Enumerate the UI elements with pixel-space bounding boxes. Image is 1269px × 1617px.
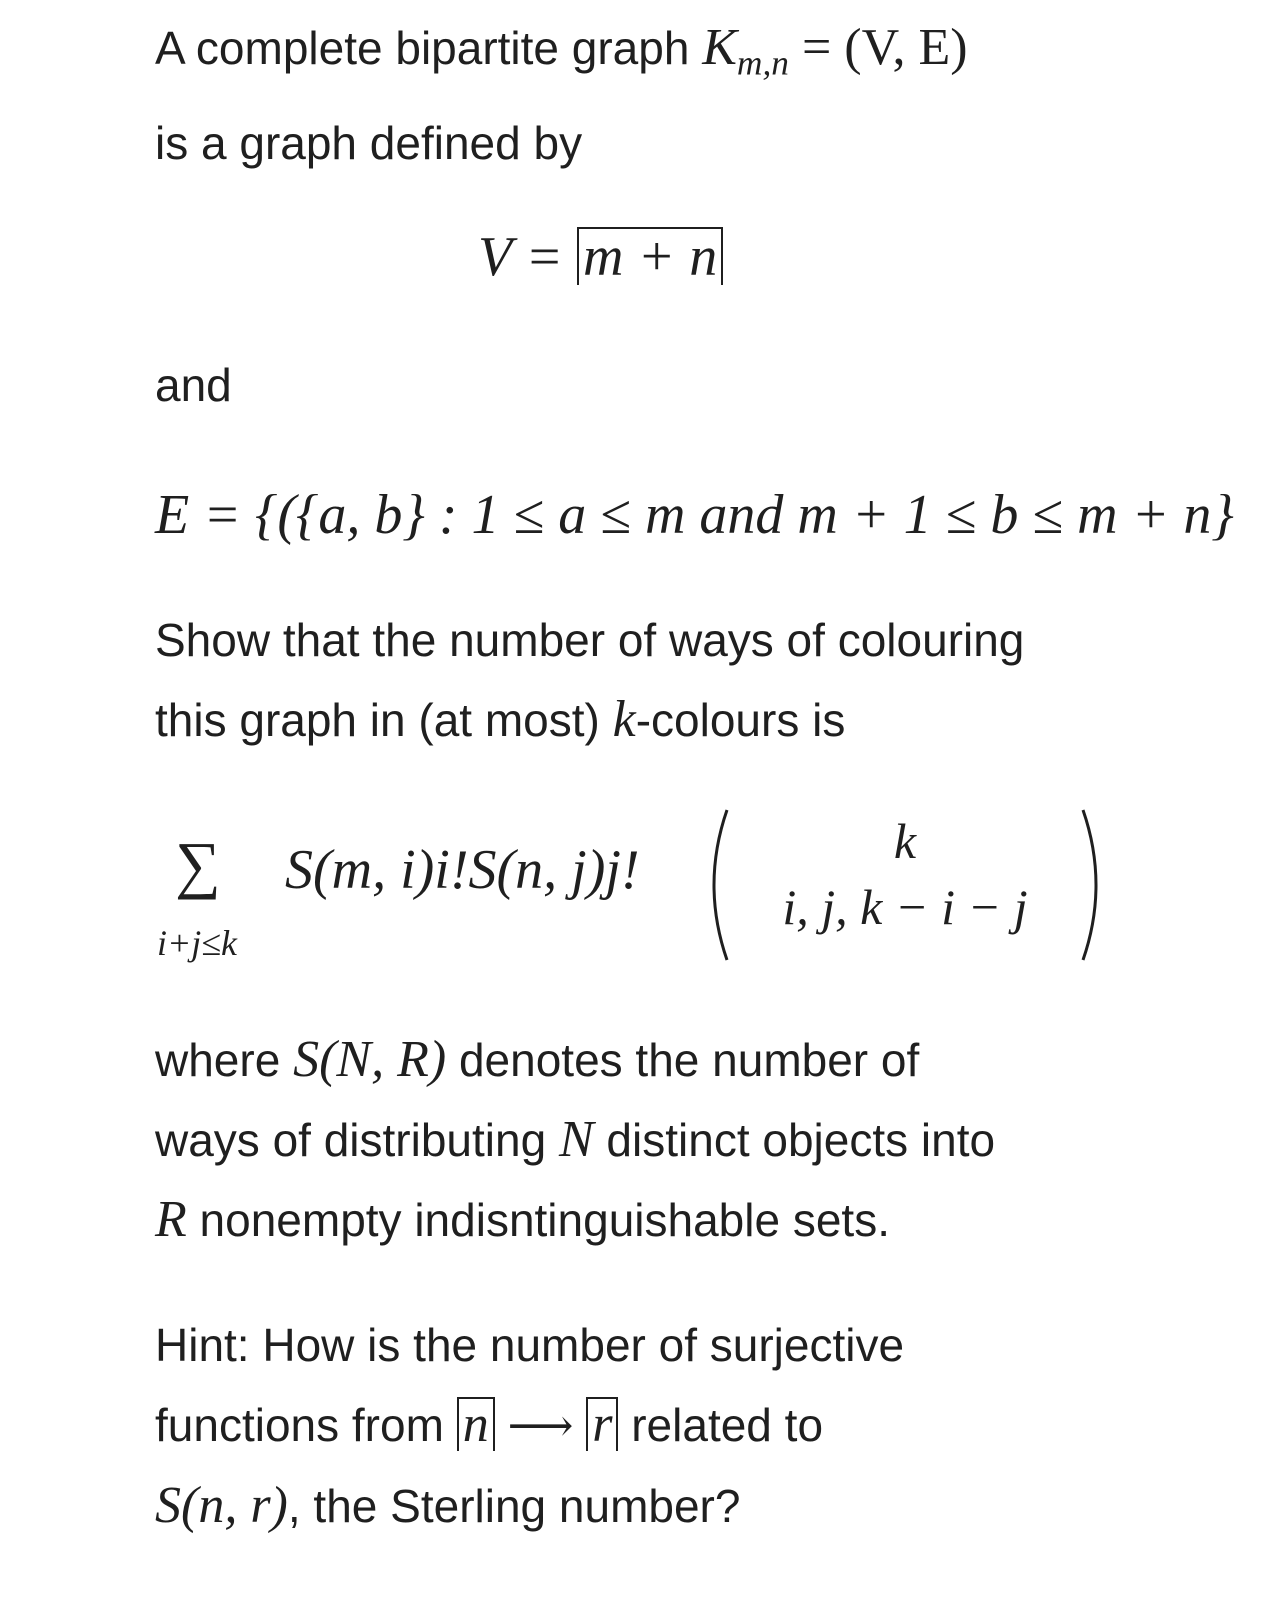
stirling-symbol: S(N, R) [293, 1031, 447, 1088]
edge-definition: E = {({a, b} : 1 ≤ a ≤ m and m + 1 ≤ b ≤ m + n} [155, 484, 1234, 546]
intro-line-1 [155, 8, 968, 103]
task-line-1: Show that the number of ways of colouring [155, 614, 1025, 666]
hint-line-2: functions from n ⟶ r related to [155, 1396, 824, 1453]
connector-text: and [155, 359, 232, 411]
sterling-symbol: S(n, r) [155, 1477, 288, 1534]
arrow-icon: ⟶ [507, 1400, 574, 1451]
multinomial-top: k [893, 813, 917, 869]
domain-set: n [457, 1397, 495, 1451]
intro-line-2: is a graph defined by [155, 116, 583, 169]
multinomial-coefficient [705, 800, 1105, 970]
sigma-symbol: ∑ [175, 829, 221, 900]
definition-paragraph [155, 1020, 995, 1260]
graph-symbol: $K_{m,n} = (V$, E) [702, 19, 968, 83]
hint-line-1: Hint: How is the number of surjective [155, 1319, 905, 1371]
task-line-2: this graph in (at most) k-colours is [155, 691, 846, 748]
definition-line-3: R nonempty indisntinguishable sets. [155, 1191, 890, 1248]
multinomial-bottom: i, j, k − i − j [782, 879, 1028, 935]
colour-count-var: k [612, 691, 636, 748]
vertex-definition: V = m + n [478, 225, 723, 289]
intro-text: A complete bipartite graph [155, 22, 703, 74]
vertex-ceiling: m + n [577, 227, 723, 285]
codomain-set: r [586, 1397, 618, 1451]
hint-line-3: S(n, r), the Sterling number? [155, 1477, 741, 1534]
definition-line-1: where S(N, R) denotes the number of [155, 1031, 920, 1088]
sum-formula [155, 800, 1115, 1000]
sum-body: S(m, i)i!S(n, j)j! [285, 839, 640, 901]
sum-index: i+j≤k [157, 923, 238, 963]
intro-paragraph [155, 8, 968, 183]
hint-paragraph [155, 1305, 904, 1546]
definition-line-2: ways of distributing N distinct objects into [155, 1111, 996, 1168]
task-paragraph [155, 600, 1024, 760]
